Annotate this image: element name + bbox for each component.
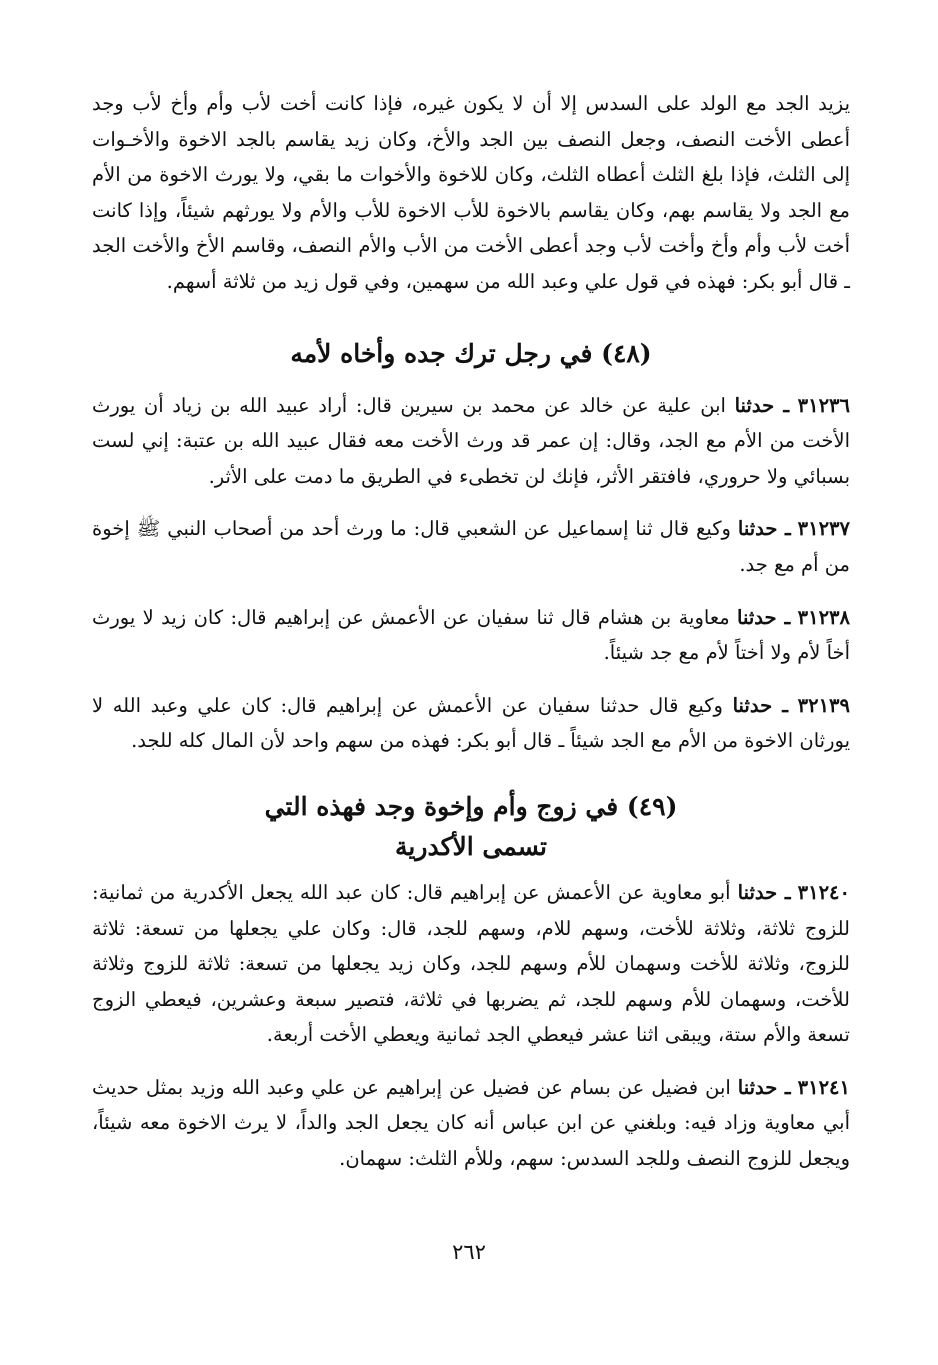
hadith-number: ٣١٢٣٧ [797, 517, 850, 541]
hadith-text: ابن علية عن خالد عن محمد بن سيرين قال: أراد عبيد الله بن زياد أن يورث الأخت من الأم مع الجد، وقال: إن عمر قد ورث الأخت معه فقال عبيد الله بن عتبة: إني لست بسبائي ولا حروري، فافتقر الأثر، فإنك لن تخطىء في الطريق ما دمت على الأثر. [92, 393, 850, 488]
intro-paragraph: يزيد الجد مع الولد على السدس إلا أن لا يكون غيره، فإذا كانت أخت لأب وأم وأخ لأب وجد أعطى الأخت النصف، وجعل النصف بين الجد والأخ، وكان زيد يقاسم بالجد الاخوة والأخـوات إلى الثلث، فإذا بلغ الثلث أعطاه الثلث، وكان للاخوة والأخوات ما بقي، ولا يورث الاخوة من الأم مع الجد ولا يقاسم بهم، وكان يقاسم بالاخوة للأب الاخوة للأب والأم ولا يورثهم شيئاً، وإذا كانت أخت لأب وأم وأخ وأخت لأب وجد أعطى الأخت من الأب والأم النصف، وقاسم الأخ والأخت الجد ـ قال أبو بكر: فهذه في قول علي وعبد الله من سهمين، وفي قول زيد من ثلاثة أسهم. [92, 92, 850, 293]
hadith-number: ٣١٢٤١ [797, 1075, 850, 1099]
hadith-text: وكيع قال ثنا إسماعيل عن الشعبي قال: ما ورث أحد من أصحاب النبي ﷺ إخوة من أم مع جد. [92, 517, 850, 576]
hadith-lead: ـ حدثنا [737, 517, 791, 541]
hadith-number: ٣١٢٣٨ [797, 605, 851, 629]
chapter-48-title: (٤٨) في رجل ترك جده وأخاه لأمه [290, 338, 652, 368]
hadith-31237 [92, 511, 850, 582]
hadith-lead: ـ حدثنا [737, 880, 791, 904]
chapter-49-title-line2: تسمى الأكدرية [395, 831, 547, 861]
hadith-lead: ـ حدثنا [737, 1075, 791, 1099]
hadith-lead: ـ حدثنا [734, 393, 790, 417]
hadith-31238 [92, 600, 850, 671]
chapter-49-title-line1: (٤٩) في زوج وأم وإخوة وجد فهذه التي [264, 791, 678, 821]
hadith-text: ابن فضيل عن بسام عن فضيل عن إبراهيم عن علي وعبد الله وزيد بمثل حديث أبي معاوية وزاد فيه: وبلغني عن ابن عباس أنه كان يجعل الجد والداً، لا يرث الاخوة معه شيئاً، ويجعل للزوج النصف وللجد السدس: سهم، وللأم الثلث: سهمان. [92, 1075, 850, 1171]
hadith-31236 [92, 388, 850, 495]
hadith-32139 [92, 688, 850, 759]
hadith-lead: ـ حدثنا [737, 605, 791, 629]
hadith-31241 [92, 1070, 850, 1177]
hadith-lead: ـ حدثنا [732, 693, 789, 717]
hadith-31240 [92, 875, 850, 1053]
hadith-number: ٣١٢٣٦ [797, 393, 851, 417]
hadith-text: وكيع قال حدثنا سفيان عن الأعمش عن إبراهيم قال: كان علي وعبد الله لا يورثان الاخوة من الأم مع الجد شيئاً ـ قال أبو بكر: فهذه من سهم واحد لأن المال كله للجد. [92, 693, 850, 753]
hadith-number: ٣١٢٤٠ [797, 880, 850, 904]
page-number: ٢٦٢ [452, 1240, 486, 1264]
chapter-49-title [92, 787, 850, 867]
hadith-number: ٣٢١٣٩ [797, 693, 851, 717]
hadith-text: معاوية بن هشام قال ثنا سفيان عن الأعمش عن إبراهيم قال: كان زيد لا يورث أخاً لأم ولا أختاً لأم مع جد شيئاً. [92, 605, 850, 665]
hadith-text: أبو معاوية عن الأعمش عن إبراهيم قال: كان عبد الله يجعل الأكدرية من ثمانية: للزوج ثلاثة، وثلاثة للأخت، وسهم للام، وسهم للجد، قال: وكان علي يجعلها من تسعة: ثلاثة للزوج، وثلاثة للأخت وسهمان للأم وسهم للجد، وكان زيد يجعلها من تسعة: ثلاثة للزوج وثلاثة للأخت، وسهمان للأم وسهم للجد، ثم يضربها في ثلاثة، فتصير سبعة وعشرين، فيعطي الزوج تسعة والأم ستة، ويبقى اثنا عشر فيعطي الجد ثمانية ويعطي الأخت أربعة. [92, 880, 850, 1047]
